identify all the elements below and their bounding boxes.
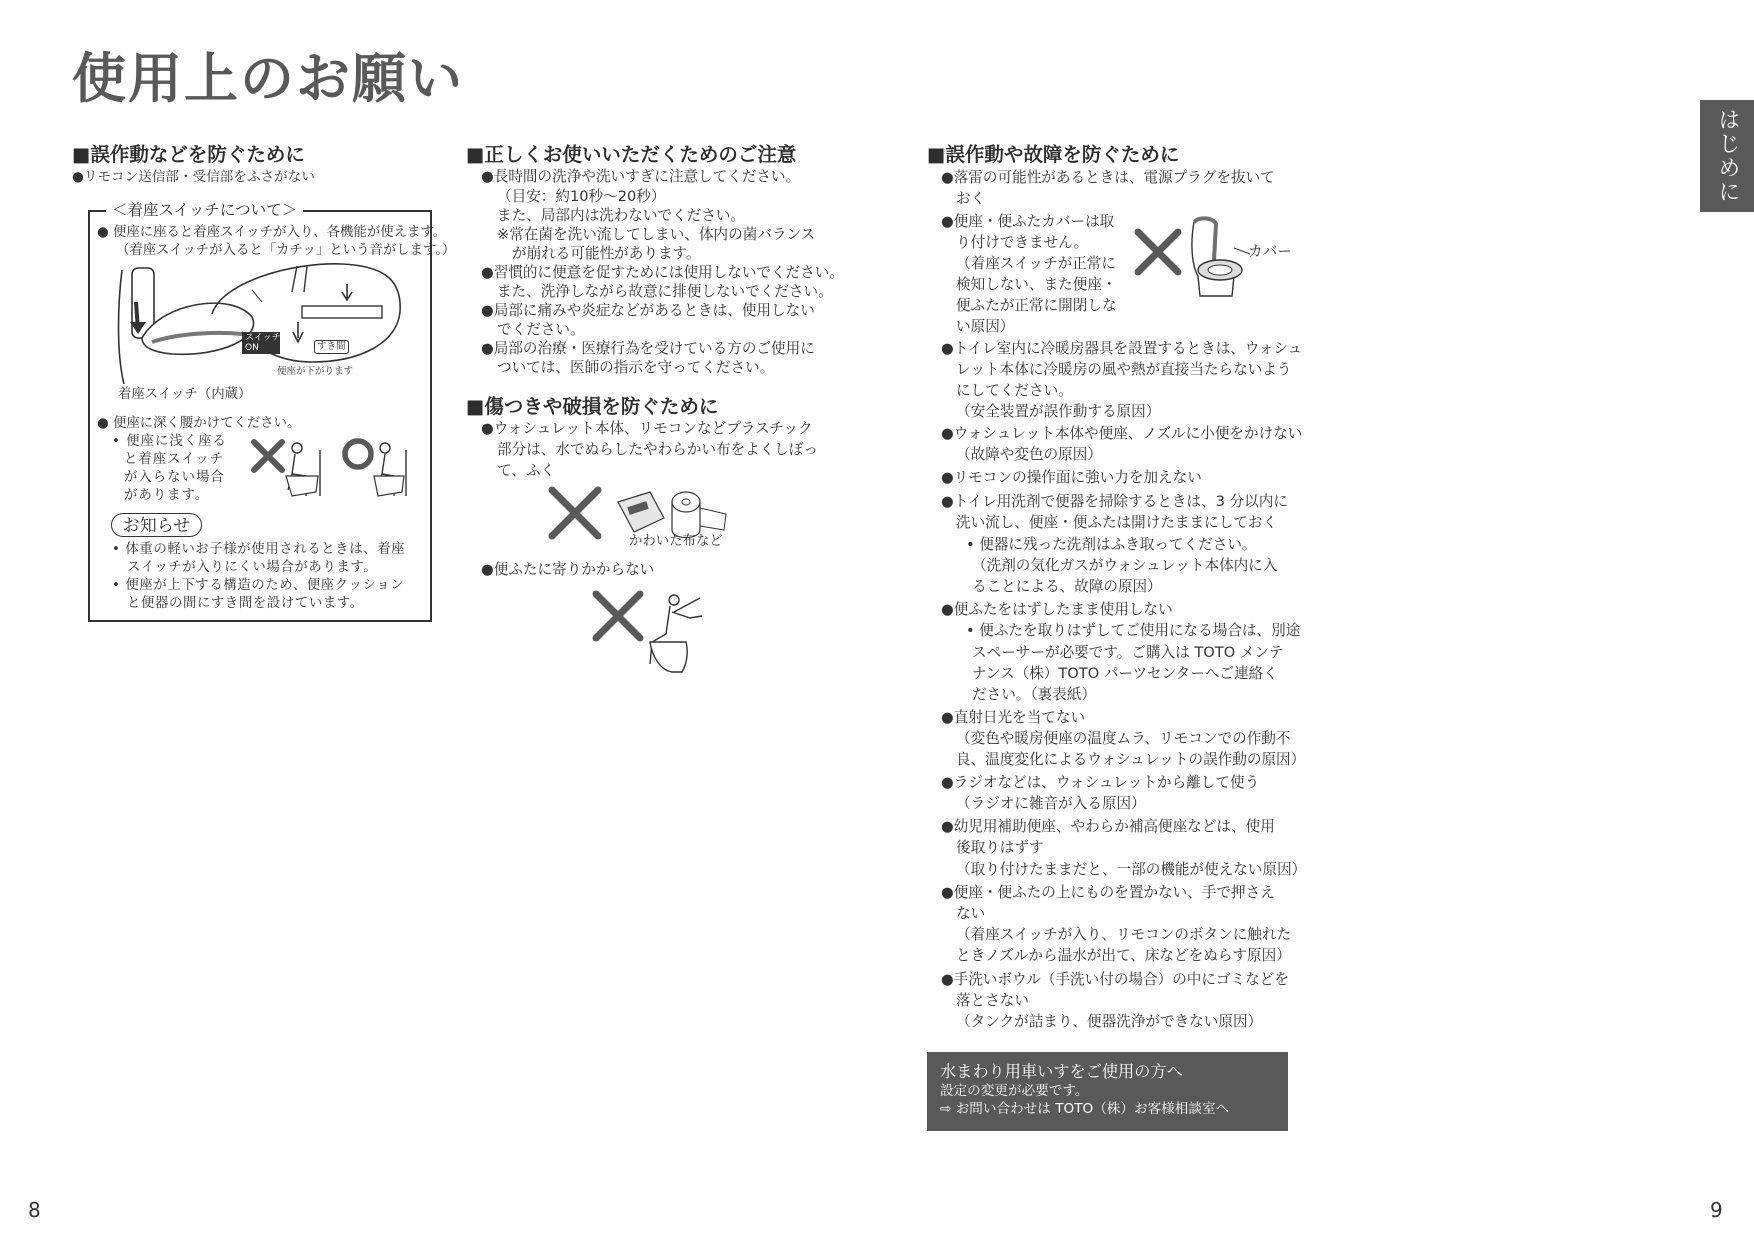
col2-line: ついては、医師の指示を守ってください。 xyxy=(497,359,775,376)
page-title: 使用上のお願い xyxy=(72,47,464,110)
col2-line: ●長時間の洗浄や洗いすぎに注意してください。 xyxy=(481,168,801,185)
shallow-line: があります。 xyxy=(124,488,210,503)
col1-bullet: ●リモコン送信部・受信部をふさがない xyxy=(72,169,315,185)
col3-line: ることによる、故障の原因） xyxy=(972,578,1162,595)
col3-line: ●便座・便ふたカバーは取 xyxy=(941,213,1115,230)
dry-cloth-caption: かわいた布など xyxy=(629,534,723,549)
shallow-line: が入らない場合 xyxy=(124,470,225,485)
col2-line: また、洗浄しながら故意に排便しないでください。 xyxy=(497,283,833,300)
col2-line: ●局部に痛みや炎症などがあるときは、使用しない xyxy=(481,302,815,319)
col3-line: （故障や変色の原因） xyxy=(956,446,1102,463)
col2-line: また、局部内は洗わないでください。 xyxy=(497,207,746,224)
col3-line: 検知しない、また便座・ xyxy=(956,276,1117,293)
shallow-line: • 便座に浅く座る xyxy=(112,434,227,449)
col2-line: ●習慣的に便意を促すためには使用しないでください。 xyxy=(481,264,844,281)
col3-line: 便ふたが正常に開閉しな xyxy=(956,297,1117,314)
col3-line: ●手洗いボウル（手洗い付の場合）の中にゴミなどを xyxy=(941,971,1289,988)
shallow-line: と着座スイッチ xyxy=(124,452,225,467)
seat-switch-box-title: ＜着座スイッチについて＞ xyxy=(106,200,303,220)
seating-comparison-illustration xyxy=(248,430,408,505)
col3-line: ない xyxy=(956,905,986,922)
notice-line: • 体重の軽いお子様が使用されるときは、着座 xyxy=(112,542,406,557)
col3-line: （タンクが詰まり、便器洗浄ができない原因） xyxy=(956,1013,1263,1030)
col2-line: ※常在菌を洗い流してしまい、体内の菌バランス xyxy=(497,226,816,243)
col3-line: ●直射日光を当てない xyxy=(941,709,1086,726)
col3-line: 良、温度変化によるウォシュレットの誤作動の原因） xyxy=(956,751,1306,768)
col3-line: ●ウォシュレット本体や便座、ノズルに小便をかけない xyxy=(941,425,1303,442)
col3-line: （着座スイッチが入り、リモコンのボタンに触れた xyxy=(956,926,1292,943)
gap-label: すき間 xyxy=(314,340,349,354)
col2-line: （目安：約10秒～20秒） xyxy=(497,188,666,205)
cover-label: カバー xyxy=(1248,243,1292,260)
col3-line: （変色や暖房便座の温度ムラ、リモコンでの作動不 xyxy=(956,730,1291,747)
seat-switch-caption: 着座スイッチ（内蔵） xyxy=(118,387,252,402)
col3-line: 後取りはずす xyxy=(956,839,1044,856)
col3-line: い原因） xyxy=(956,318,1015,335)
col2-heading-2: ■傷つきや破損を防ぐために xyxy=(466,395,719,418)
col3-heading: ■誤作動や故障を防ぐために xyxy=(927,143,1180,166)
col3-line: ●トイレ用洗剤で便器を掃除するときは、3 分以内に xyxy=(941,493,1288,510)
seat-down-label: 便座が下がります xyxy=(277,366,354,377)
col1-heading: ■誤作動などを防ぐために xyxy=(72,143,305,166)
note-contact-line: ⇨ お問い合わせは TOTO（株）お客様相談室へ xyxy=(940,1101,1230,1117)
seat-switch-illustration xyxy=(112,262,412,392)
col3-line: り付けできません。 xyxy=(956,234,1089,251)
col3-line: スペーサーが必要です。ご購入は TOTO メンテ xyxy=(972,644,1284,661)
col2-line: て、ふく xyxy=(497,462,556,479)
section-tab: はじめに xyxy=(1700,100,1754,212)
col3-line: （着座スイッチが正常に xyxy=(956,255,1116,272)
switch-on-text-2: ON xyxy=(245,343,259,353)
col2-heading-1: ■正しくお使いいただくためのご注意 xyxy=(466,143,797,166)
col3-line: 落とさない xyxy=(956,992,1029,1009)
notice-line: と便器の間にすき間を設けています。 xyxy=(127,596,364,611)
col3-line: • 便ふたを取りはずしてご使用になる場合は、別途 xyxy=(966,622,1301,639)
page-number-right: 9 xyxy=(1710,1198,1723,1222)
deep-seat-line: ● 便座に深く腰かけてください。 xyxy=(97,416,301,431)
col3-line: にしてください。 xyxy=(956,382,1073,399)
col3-line: ●便座・便ふたの上にものを置かない、手で押さえ xyxy=(941,884,1275,901)
col3-line: 洗い流し、便座・便ふたは開けたままにしておく xyxy=(956,514,1278,531)
col2-line: でください。 xyxy=(497,321,585,338)
seat-cover-illustration xyxy=(1134,214,1254,304)
col3-line: レット本体に冷暖房の風や熱が直接当たらないよう xyxy=(956,361,1292,378)
note-title: 水まわり用車いすをご使用の方へ xyxy=(940,1062,1183,1081)
notice-line: • 便座が上下する構造のため、便座クッション xyxy=(112,578,405,593)
notice-label: お知らせ xyxy=(111,513,202,537)
col3-line: ●便ふたをはずしたまま使用しない xyxy=(941,601,1173,618)
col3-line: ナンス（株）TOTO パーツセンターへご連絡く xyxy=(972,665,1278,682)
col2-line: ●局部の治療・医療行為を受けている方のご使用に xyxy=(481,340,815,357)
col3-line: （ラジオに雑音が入る原因） xyxy=(956,795,1146,812)
col3-line: （取り付けたままだと、一部の機能が使えない原因） xyxy=(956,861,1307,878)
col3-line: （安全装置が誤作動する原因） xyxy=(956,403,1161,420)
col3-line: ●落雷の可能性があるときは、電源プラグを抜いて xyxy=(941,169,1275,186)
col3-line: ●幼児用補助便座、やわらか補高便座などは、使用 xyxy=(941,818,1275,835)
page-number-left: 8 xyxy=(28,1198,41,1222)
note-line: 設定の変更が必要です。 xyxy=(940,1083,1089,1099)
notice-line: スイッチが入りにくい場合があります。 xyxy=(127,560,378,575)
col2-line: が崩れる可能性があります。 xyxy=(512,245,701,262)
lean-on-lid-illustration xyxy=(590,588,710,678)
lean-line: ●便ふたに寄りかからない xyxy=(481,561,655,578)
col3-line: ださい。（裏表紙） xyxy=(972,686,1097,703)
box-line: （着座スイッチが入ると「カチッ」という音がします。） xyxy=(116,243,456,258)
col3-line: ●ラジオなどは、ウォシュレットから離して使う xyxy=(941,774,1260,791)
col2-line: 部分は、水でぬらしたやわらかい布をよくしぼっ xyxy=(497,441,819,458)
col3-line: • 便器に残った洗剤はふき取ってください。 xyxy=(966,536,1257,553)
wheelchair-note-box xyxy=(927,1052,1288,1131)
col2-line: ●ウォシュレット本体、リモコンなどプラスチック xyxy=(481,420,813,437)
col3-line: ●リモコンの操作面に強い力を加えない xyxy=(941,469,1202,486)
col3-line: ときノズルから温水が出て、床などをぬらす原因） xyxy=(956,947,1291,964)
switch-on-label xyxy=(245,333,281,353)
col3-line: ●トイレ室内に冷暖房器具を設置するときは、ウォシュ xyxy=(941,340,1303,357)
switch-on-text: スイッチ xyxy=(245,333,281,343)
col3-line: おく xyxy=(956,190,986,207)
box-line: ● 便座に座ると着座スイッチが入り、各機能が使えます。 xyxy=(97,225,447,240)
col3-line: （洗剤の気化ガスがウォシュレット本体内に入 xyxy=(972,557,1278,574)
